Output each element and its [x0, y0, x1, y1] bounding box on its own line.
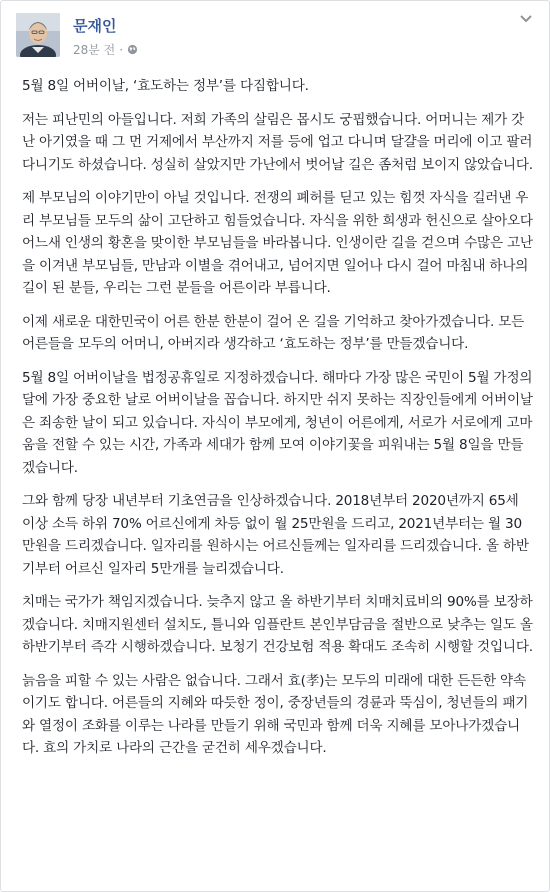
post-paragraph: 늙음을 피할 수 있는 사람은 없습니다. 그래서 효(孝)는 모두의 미래에 대한 든든한 약속이기도 합니다. 어른들의 지혜와 따듯한 정이, 중장년들의 경륜과 뚝심이, 청년들의 패기와 열정이 조화를 이루는 나라를 만들기 위해 국민과 함께 더욱 지혜를 모아나가겠습니다. 효의 가치로 나라의 근간을 굳건히 세우겠습니다.	[22, 672, 529, 756]
author-name[interactable]: 문재인	[73, 17, 117, 35]
post-paragraph: 제 부모님의 이야기만이 아닐 것입니다. 전쟁의 폐허를 딛고 있는 힘껏 자식을 길러낸 우리 부모님들 모두의 삶이 고단하고 힘들었습니다. 자식을 위한 희생과 헌신으로 살아오다 어느새 인생의 황혼을 맞이한 부모님들을 바라봅니다. 인생이란 길을 걷으며 수많은 고난을 이겨낸 부모님들, 만남과 이별을 겪어내고, 넘어지면 일어나 다시 걸어 마침내 하나의 길이 된 분들, 우리는 그런 분들을 어른이라 부릅니다.	[22, 190, 533, 296]
meta-separator: ·	[119, 42, 124, 57]
globe-icon[interactable]	[127, 44, 138, 55]
post-header	[1, 1, 549, 71]
post-paragraph: 5월 8일 어버이날을 법정공휴일로 지정하겠습니다. 해마다 가장 많은 국민이 5월 가정의 달에 가장 중요한 날로 어버이날을 꼽습니다. 하지만 쉬지 못하는 직장인들에게 어버이날은 죄송한 날이 되고 있습니다. 자식이 부모에게, 청년이 어른에게, 서로가 서로에게 고마움을 전할 수 있는 시간, 가족과 세대가 함께 모여 이야기꽃을 피워내는 5월 8일을 만들겠습니다.	[22, 369, 533, 476]
post-paragraph: 이제 새로운 대한민국이 어른 한분 한분이 걸어 온 길을 기억하고 찾아가겠습니다. 모든 어른들을 모두의 어머니, 아버지라 생각하고 ‘효도하는 정부’를 만들겠습니다.	[22, 313, 525, 352]
post-paragraph: 그와 함께 당장 내년부터 기초연금을 인상하겠습니다. 2018년부터 2020년까지 65세 이상 소득 하위 70% 어르신에게 차등 없이 월 25만원을 드리고, 2021년부터는 월 30만원을 드리겠습니다. 일자리를 원하시는 어르신들께는 일자리를 드리겠습니다. 올 하반기부터 어르신 일자리 5만개를 늘리겠습니다.	[22, 493, 529, 577]
post-paragraph: 저는 피난민의 아들입니다. 저희 가족의 살림은 몹시도 궁핍했습니다. 어머니는 제가 갓난 아기였을 때 그 먼 거제에서 부산까지 저를 등에 업고 다니며 달걀을 머리에 이고 팔러 다니기도 하셨습니다. 성실히 살았지만 가난에서 벗어날 길은 좀처럼 보이지 않았습니다.	[22, 111, 533, 173]
post-paragraph: 5월 8일 어버이날, ‘효도하는 정부’를 다짐합니다.	[22, 78, 309, 94]
post-paragraph: 치매는 국가가 책임지겠습니다. 늦추지 않고 올 하반기부터 치매치료비의 90%를 보장하겠습니다. 치매지원센터 설치도, 틀니와 임플란트 본인부담금을 절반으로 낮추는 일도 올 하반기부터 즉각 시행하겠습니다. 보청기 건강보험 적용 확대도 조속히 시행할 것입니다.	[22, 594, 533, 655]
chevron-down-icon[interactable]	[519, 13, 533, 23]
avatar[interactable]	[16, 13, 60, 57]
post-timestamp[interactable]: 28분 전	[73, 43, 116, 57]
post-body	[22, 75, 534, 771]
post-meta	[73, 41, 138, 58]
